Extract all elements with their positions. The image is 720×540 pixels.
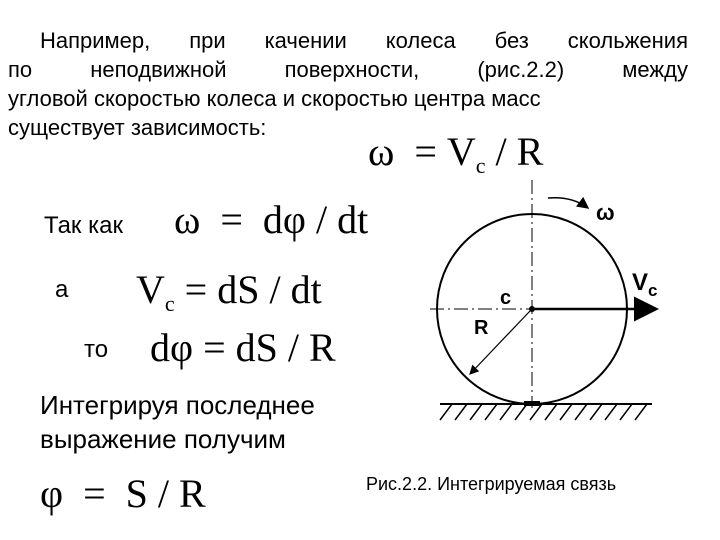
- word: скольжения: [567, 28, 688, 53]
- label-integrating-1: Интегрируя последнее: [40, 390, 315, 420]
- velocity-symbol: V: [632, 269, 649, 296]
- label-to: то: [84, 336, 109, 363]
- formula-symbol: V: [136, 267, 165, 312]
- word: качении: [264, 28, 347, 53]
- word: без: [494, 28, 529, 53]
- formula-symbol: ω: [368, 129, 395, 174]
- velocity-label: [632, 269, 657, 300]
- word: при: [189, 28, 226, 53]
- word: колеса: [385, 28, 456, 53]
- figure-caption: Рис.2.2. Интегрируемая связь: [366, 474, 617, 494]
- word: Например,: [40, 28, 151, 53]
- label-integrating-2: выражение получим: [40, 424, 286, 454]
- velocity-subscript: c: [648, 281, 658, 300]
- radius-label: R: [474, 317, 489, 339]
- formula-rest: / R: [485, 129, 544, 174]
- paragraph-line-4: существует зависимость:: [8, 115, 267, 140]
- formula-symbol: V: [446, 129, 476, 174]
- word: между: [622, 57, 688, 82]
- formula-dphi-ds-r: dφ = dS / R: [150, 325, 336, 370]
- formula-phi-s-r: φ = S / R: [40, 471, 206, 516]
- center-label: c: [500, 287, 512, 309]
- label-tak-kak: Так как: [44, 212, 123, 239]
- word: по: [8, 57, 33, 82]
- formula-subscript: c: [164, 291, 175, 316]
- rotation-arrow: [548, 198, 588, 208]
- label-a: а: [55, 276, 69, 303]
- formula-rest: = dS / dt: [174, 267, 322, 312]
- word: неподвижной: [90, 57, 227, 82]
- formula-omega-dphi-dt: ω = dφ / dt: [174, 197, 369, 242]
- formula-subscript: c: [475, 153, 486, 178]
- contact-point: [524, 401, 540, 406]
- paragraph-line-3: угловой скоростью колеса и скоростью центра масс: [8, 86, 541, 111]
- word: поверхности,: [284, 57, 420, 82]
- formula-equals: =: [414, 129, 437, 174]
- omega-label: ω: [596, 200, 615, 225]
- word: (рис.2.2): [477, 57, 565, 82]
- ground-hatching: [440, 404, 647, 420]
